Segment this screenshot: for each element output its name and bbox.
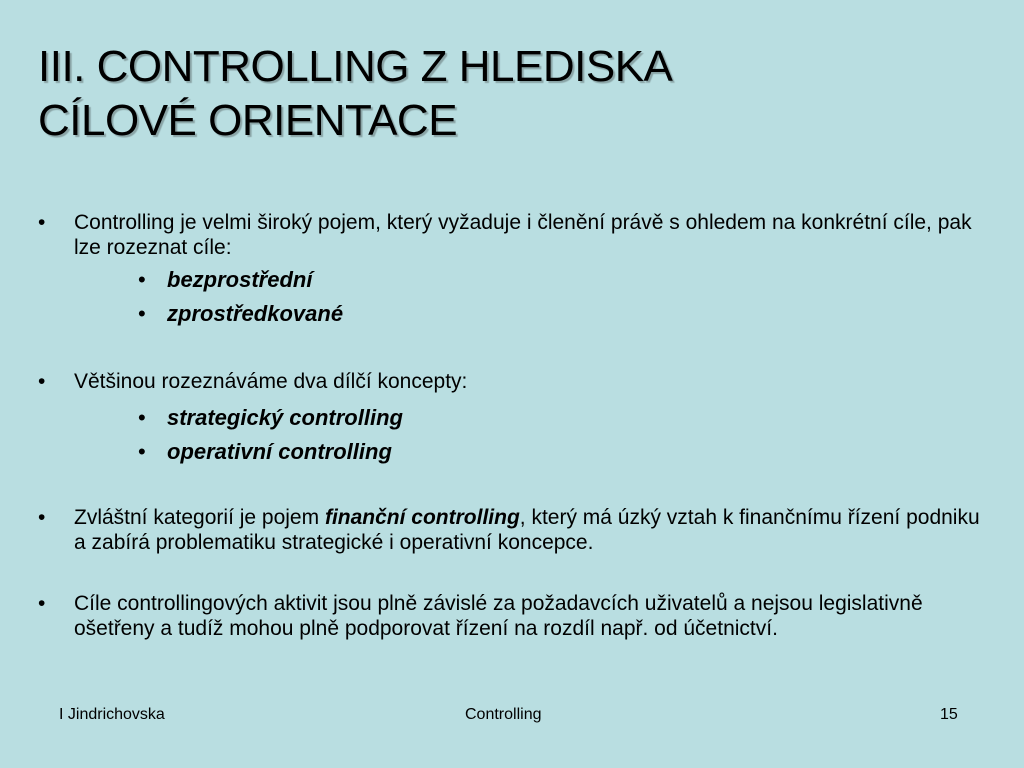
footer-topic: Controlling xyxy=(465,706,542,723)
bullet-2: • Většinou rozeznáváme dva dílčí koncepty: xyxy=(38,369,988,394)
slide-title xyxy=(38,40,978,148)
footer-author: I Jindrichovska xyxy=(59,706,165,723)
slide-content xyxy=(38,210,988,641)
bullet-2-sub-2: • operativní controlling xyxy=(38,435,988,469)
bullet-4: • Cíle controllingových aktivit jsou plně závislé za požadavcích uživatelů a nejsou legislativně ošetřeny a tudíž mohou plně podporovat řízení na rozdíl např. od účetnictví. xyxy=(38,591,988,641)
bullet-1-sub-1: • bezprostřední xyxy=(38,263,988,297)
bullet-3-emphasis: finanční controlling xyxy=(324,506,520,529)
bullet-1: • Controlling je velmi široký pojem, který vyžaduje i členění právě s ohledem na konkrétní cíle, pak lze rozeznat cíle: xyxy=(38,210,988,260)
title-line-2: CÍLOVÉ ORIENTACE xyxy=(38,96,458,145)
footer-page-number: 15 xyxy=(940,706,958,723)
title-line-1: III. CONTROLLING Z HLEDISKA xyxy=(38,42,673,91)
bullet-3: • Zvláštní kategorií je pojem finanční controlling, který má úzký vztah k finančnímu řízení podniku a zabírá problematiku strategické i operativní koncepce. xyxy=(38,505,988,555)
bullet-2-sub-1: • strategický controlling xyxy=(38,401,988,435)
bullet-1-sub-2: • zprostředkované xyxy=(38,297,988,331)
